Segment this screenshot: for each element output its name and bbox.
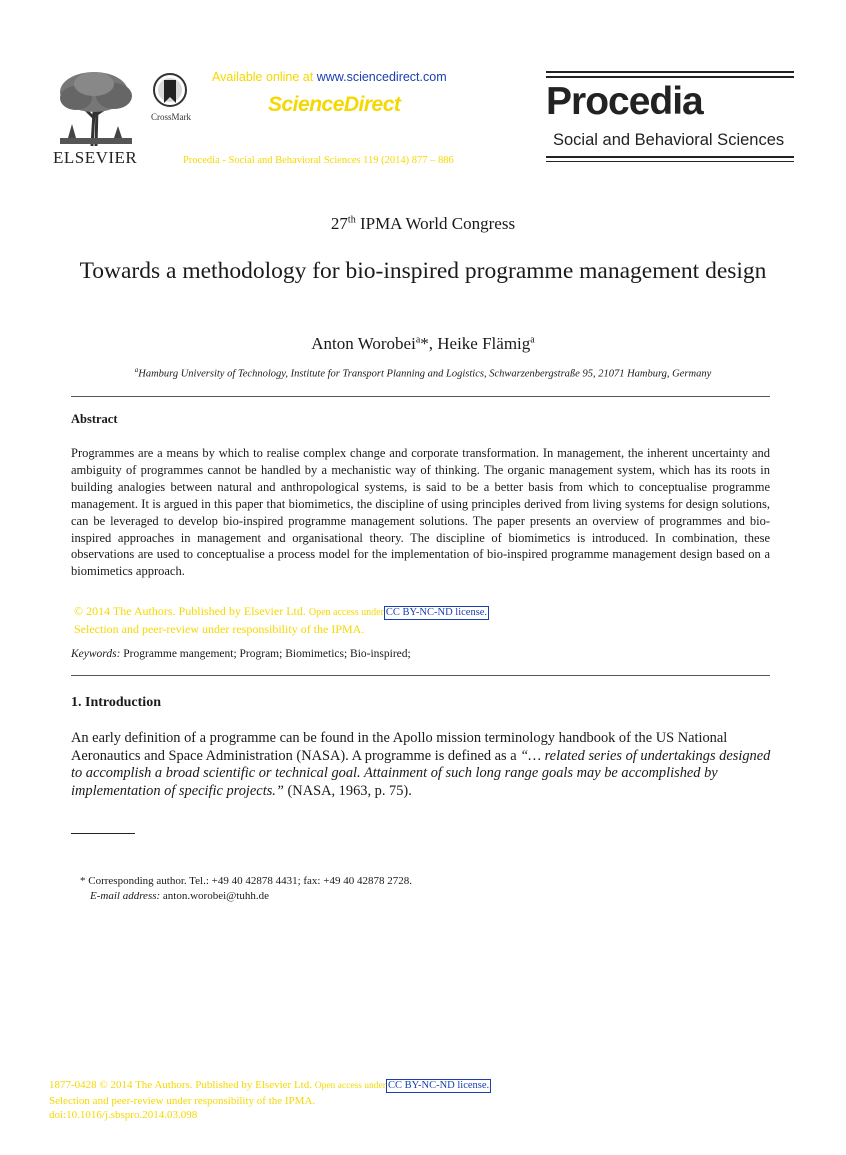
- footer-license-link[interactable]: CC BY-NC-ND license.: [387, 1080, 490, 1091]
- congress-sup: th: [347, 214, 356, 226]
- issn-copyright: 1877-0428 © 2014 The Authors. Published by Elsevier Ltd.: [49, 1079, 312, 1091]
- email-address[interactable]: anton.worobei@tuhh.de: [162, 890, 269, 902]
- elsevier-wordmark: ELSEVIER: [53, 148, 138, 167]
- copyright-block: [74, 603, 489, 637]
- keywords: [71, 648, 411, 660]
- procedia-rule-top-1: [546, 71, 794, 73]
- congress-line: [0, 214, 846, 234]
- email-label: E-mail address:: [90, 890, 161, 902]
- footnote-rule: [71, 833, 135, 834]
- peer-review-line: Selection and peer-review under responsibility of the IPMA.: [74, 622, 365, 636]
- section-heading-introduction: 1. Introduction: [71, 695, 161, 710]
- keywords-label: Keywords:: [71, 648, 121, 660]
- author-1-mark: *: [420, 334, 429, 353]
- available-prefix: Available online at: [212, 70, 314, 84]
- footer-peer-review: Selection and peer-review under responsibility of the IPMA.: [49, 1094, 316, 1107]
- procedia-rule-top-2: [546, 76, 794, 78]
- procedia-rule-bottom-1: [546, 156, 794, 158]
- keywords-text: Programme mangement; Program; Biomimetics; Bio-inspired;: [123, 648, 411, 660]
- available-online: [212, 70, 447, 84]
- open-access-label: Open access under: [308, 607, 384, 618]
- copyright-line: [74, 603, 489, 621]
- copyright-text: © 2014 The Authors. Published by Elsevier Ltd.: [74, 604, 306, 618]
- sciencedirect-logo: ScienceDirect: [268, 93, 401, 116]
- congress-ordinal: 27: [330, 214, 348, 233]
- author-1: Anton Worobei: [311, 334, 416, 353]
- paper-title: Towards a methodology for bio-inspired programme management design: [79, 258, 767, 284]
- sciencedirect-link[interactable]: www.sciencedirect.com: [316, 70, 447, 84]
- affiliation-text: Hamburg University of Technology, Institute for Transport Planning and Logistics, Schwarzenbergstraße 95, 21071 Hamburg, Germany: [138, 368, 712, 380]
- affiliation: [60, 366, 786, 380]
- doi[interactable]: doi:10.1016/j.sbspro.2014.03.098: [49, 1109, 198, 1121]
- footer-open-access: Open access under: [314, 1081, 386, 1091]
- issn-line: [49, 1078, 491, 1094]
- author-1-affil: a: [415, 334, 421, 346]
- corresponding-author: * Corresponding author. Tel.: +49 40 42878 4431; fax: +49 40 42878 2728.: [80, 875, 412, 887]
- procedia-subtitle: Social and Behavioral Sciences: [553, 131, 785, 149]
- crossmark-label: CrossMark: [151, 112, 191, 122]
- author-2: Heike Flämig: [437, 334, 531, 353]
- congress-name: IPMA World Congress: [359, 214, 516, 233]
- intro-text-after: (NASA, 1963, p. 75).: [283, 782, 412, 799]
- abstract-heading: Abstract: [71, 412, 118, 426]
- affiliation-sup: a: [134, 366, 139, 374]
- intro-quote: “… related series of undertakings designed to accomplish a broad scientific or technical goal. Attainment of such long range goals may be accomplished by implementation of specific projects.”: [71, 747, 771, 799]
- license-link[interactable]: CC BY-NC-ND license.: [385, 607, 488, 618]
- introduction-text: [71, 730, 771, 800]
- authors: [0, 334, 846, 354]
- abstract-text: Programmes are a means by which to realise complex change and corporate transformation. In management, the inherent uncertainty and ambiguity of programmes cannot be handled by a mechanistic way of thinking. The organic management system, which has its roots in building analogies between natural and anthropological systems, is said to be a better basis from which to conceptualise programme management. It is argued in this paper that biomimetics, the discipline of using principles derived from living systems for design solutions, can be leveraged to develop bio-inspired programme management solutions. The paper presents an overview of programmes and bio-inspired approaches in management and organisational theory. The discipline of biomimetics is introduced. In combination, these observations are used to conceptualise a process model for the implementation of bio-inspired programme management design based on a biomimetics approach.: [71, 446, 770, 579]
- procedia-rule-bottom-2: [546, 161, 794, 162]
- elsevier-tree-logo: [54, 68, 136, 148]
- author-2-affil: a: [530, 334, 535, 346]
- email-line: [80, 889, 412, 904]
- journal-reference: Procedia - Social and Behavioral Sciences 119 (2014) 877 – 886: [183, 155, 454, 166]
- procedia-title: Procedia: [546, 80, 703, 123]
- publication-footer: [49, 1078, 491, 1123]
- intro-text-before: An early definition of a programme can be found in the Apollo mission terminology handbook of the US National Aeronautics and Space Administration (NASA). A programme is defined as a: [71, 730, 728, 764]
- crossmark-icon[interactable]: [153, 73, 187, 109]
- abstract-bottom-rule: [71, 675, 770, 676]
- footnote: [80, 874, 412, 904]
- author-sep: ,: [428, 334, 438, 353]
- abstract-top-rule: [71, 396, 770, 397]
